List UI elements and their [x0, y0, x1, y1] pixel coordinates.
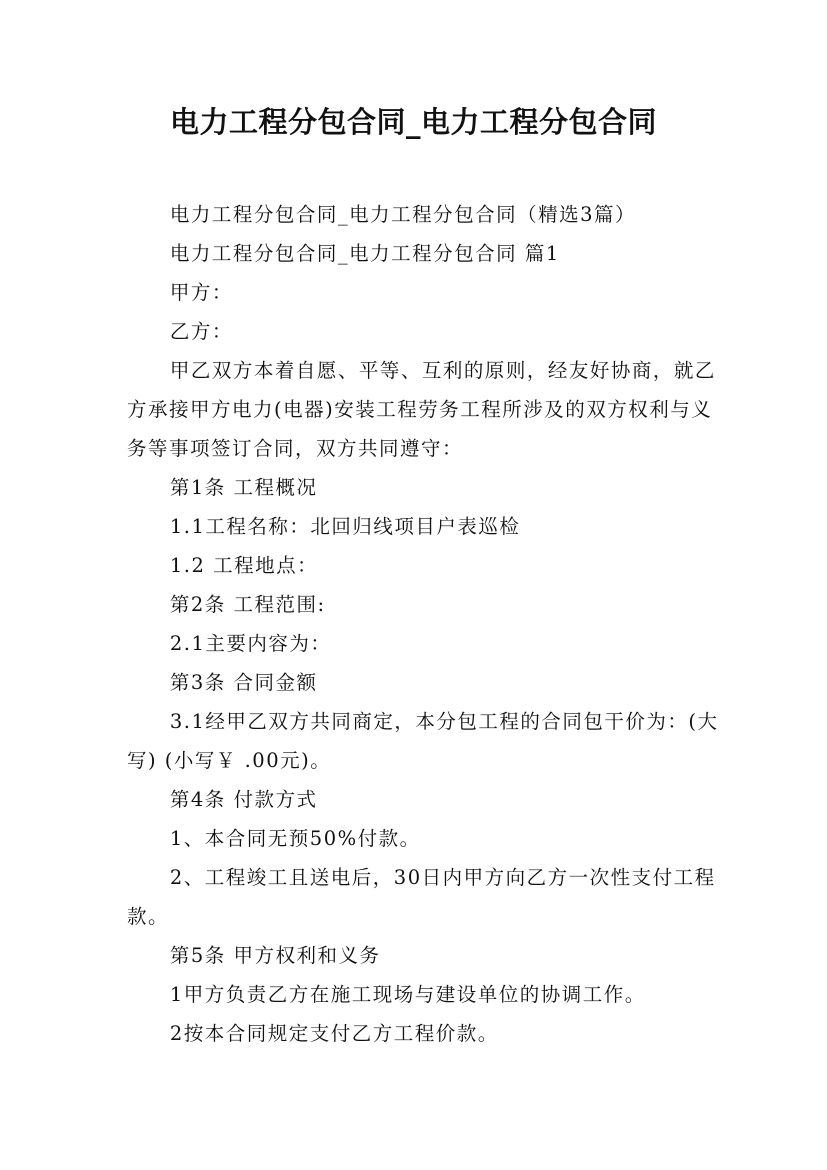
paragraph-party-a: 甲方： — [169, 281, 233, 304]
paragraph-subtitle: 电力工程分包合同_电力工程分包合同（精选3篇） — [169, 203, 637, 226]
document-body — [127, 195, 719, 1053]
paragraph-article-1: 第1条 工程概况 — [169, 476, 318, 499]
paragraph-payment-2: 2、工程竣工且送电后，30日内甲方向乙方一次性支付工程款。 — [127, 866, 716, 928]
paragraph-article-5: 第5条 甲方权利和义务 — [169, 944, 381, 967]
paragraph-party-b: 乙方： — [169, 320, 233, 343]
paragraph-part-heading: 电力工程分包合同_电力工程分包合同 篇1 — [169, 242, 560, 265]
paragraph-project-location: 1.2 工程地点： — [169, 554, 319, 577]
paragraph-party-a-duty-2: 2按本合同规定支付乙方工程价款。 — [169, 1022, 499, 1045]
paragraph-article-3: 第3条 合同金额 — [169, 671, 318, 694]
paragraph-project-name: 1.1工程名称：北回归线项目户表巡检 — [169, 515, 521, 538]
paragraph-main-content: 2.1主要内容为： — [169, 632, 332, 655]
document-title: 电力工程分包合同_电力工程分包合同 — [169, 105, 657, 139]
paragraph-payment-1: 1、本合同无预50%付款。 — [169, 827, 421, 850]
paragraph-article-2: 第2条 工程范围: — [169, 593, 326, 616]
paragraph-contract-price: 3.1经甲乙双方共同商定，本分包工程的合同包干价为：(大写) (小写￥ .00元)。 — [127, 710, 719, 772]
paragraph-article-4: 第4条 付款方式 — [169, 788, 318, 811]
paragraph-party-a-duty-1: 1甲方负责乙方在施工现场与建设单位的协调工作。 — [169, 983, 646, 1006]
paragraph-preamble: 甲乙双方本着自愿、平等、互利的原则，经友好协商，就乙方承接甲方电力(电器)安装工程劳务工程所涉及的双方权利与义务等事项签订合同，双方共同遵守： — [127, 359, 716, 460]
